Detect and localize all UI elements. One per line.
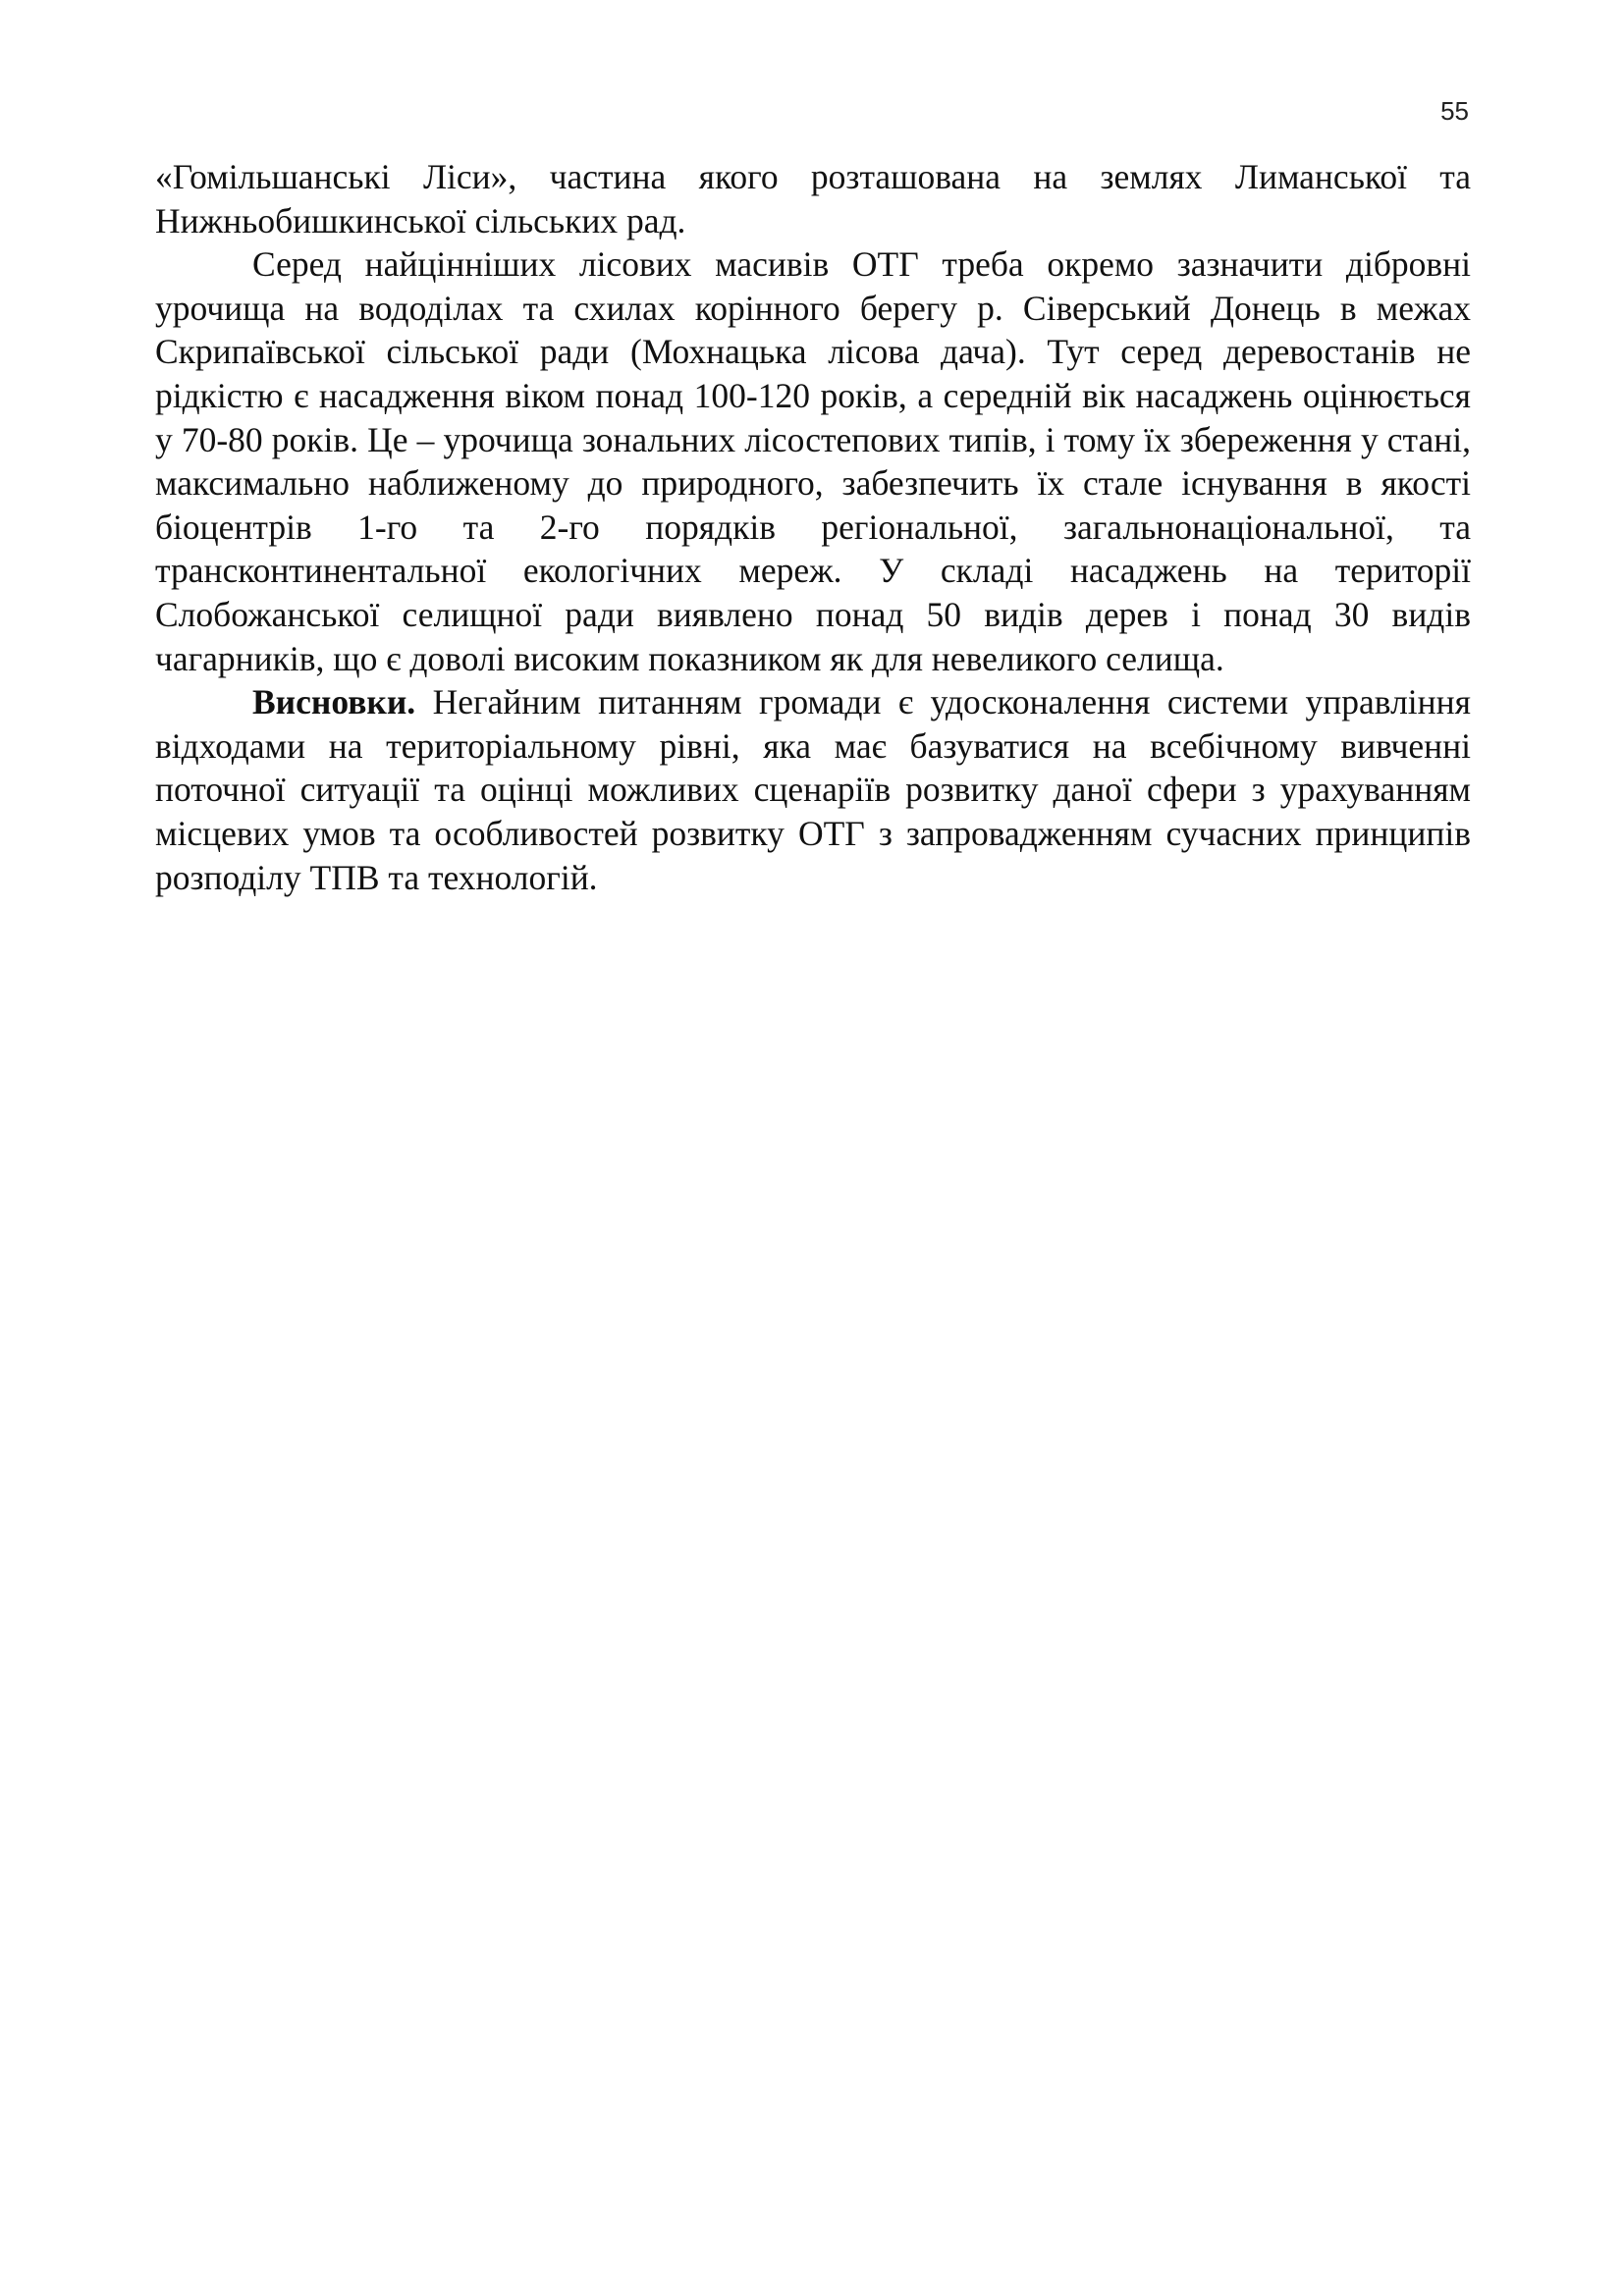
paragraph-forest-massifs bbox=[155, 242, 1471, 680]
page-number: 55 bbox=[1440, 96, 1469, 126]
paragraph-text: Негайним питанням громади є удосконалення системи управління відходами на територіальному рівні, яка має базуватися на всебічному вивченні поточної ситуації та оцінці можливих сценаріїв розвитку даної сфери з урахуванням місцевих умов та особливостей розвитку ОТГ з запровадженням сучасних принципів розподілу ТПВ та технологій. bbox=[155, 682, 1471, 897]
conclusions-heading: Висновки. bbox=[252, 682, 416, 722]
body-text bbox=[155, 155, 1471, 899]
paragraph-conclusions bbox=[155, 680, 1471, 899]
paragraph-text: Серед найцінніших лісових масивів ОТГ треба окремо зазначити дібровні урочища на вододілах та схилах корінного берегу р. Сіверський Донець в межах Скрипаївської сільської ради (Мохнацька лісова дача). Тут серед деревостанів не рідкістю є насадження віком понад 100-120 років, а середній вік насаджень оцінюється у 70-80 років. Це – урочища зональних лісостепових типів, і тому їх збереження у стані, максимально наближеному до природного, забезпечить їх стале існування в якості біоцентрів 1-го та 2-го порядків регіональної, загальнонаціональної, та трансконтинентальної екологічних мереж. У складі насаджень на території Слобожанської селищної ради виявлено понад 50 видів дерев і понад 30 видів чагарників, що є доволі високим показником як для невеликого селища. bbox=[155, 244, 1471, 678]
paragraph-text: «Гомільшанські Ліси», частина якого розташована на землях Лиманської та Нижньобишкинської сільських рад. bbox=[155, 157, 1471, 240]
paragraph-continuation bbox=[155, 155, 1471, 242]
